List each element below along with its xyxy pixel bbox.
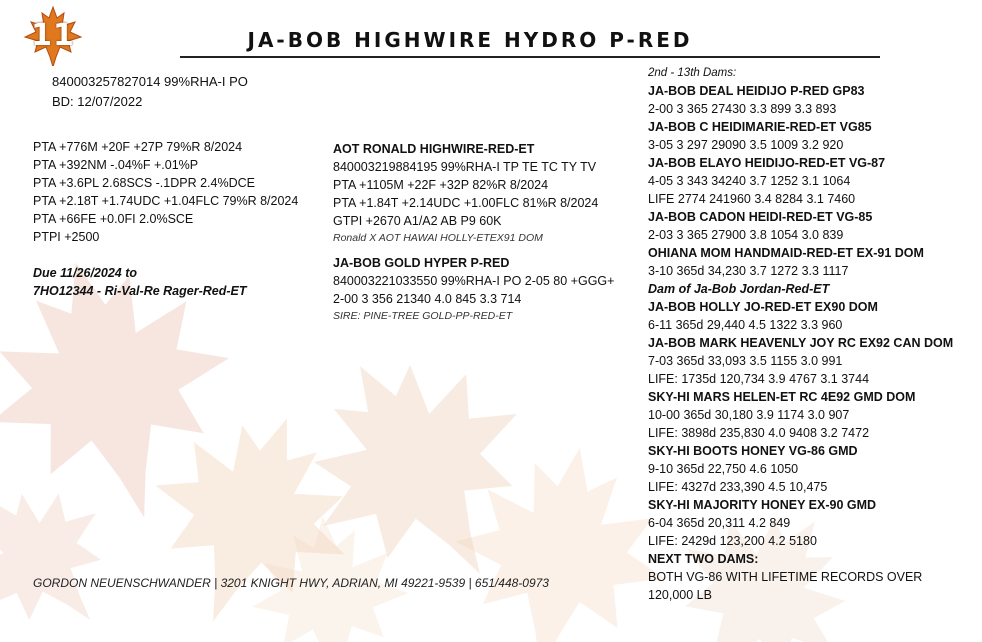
dam-sire-note: SIRE: PINE-TREE GOLD-PP-RED-ET xyxy=(333,310,513,322)
dam-entry-name: NEXT TWO DAMS: xyxy=(648,552,759,566)
dam-entry-record: BOTH VG-86 WITH LIFETIME RECORDS OVER xyxy=(648,570,923,584)
dam-entry-record: 10-00 365d 30,180 3.9 1174 3.0 907 xyxy=(648,408,850,422)
dam-entry-record: 2-00 3 365 27430 3.3 899 3.3 893 xyxy=(648,102,837,116)
animal-id-block xyxy=(52,72,248,112)
dams-header: 2nd - 13th Dams: xyxy=(648,67,737,79)
birth-date: BD: 12/07/2022 xyxy=(52,94,143,109)
dam-entry-name: SKY-HI BOOTS HONEY VG-86 GMD xyxy=(648,444,858,458)
dam-line: 2-00 3 356 21340 4.0 845 3.3 714 xyxy=(333,292,522,306)
dam-entry-record: LIFE: 3898d 235,830 4.0 9408 3.2 7472 xyxy=(648,426,870,440)
due-date: Due 11/26/2024 to xyxy=(33,266,137,280)
dam-entry-name: JA-BOB DEAL HEIDIJO P-RED GP83 xyxy=(648,84,865,98)
page-title: JA-BOB HIGHWIRE HYDRO P-RED xyxy=(247,28,693,52)
dam-entry-record: 2-03 3 365 27900 3.8 1054 3.0 839 xyxy=(648,228,844,242)
genomic-pta-block xyxy=(33,138,298,246)
dam-entry-name: JA-BOB C HEIDIMARIE-RED-ET VG85 xyxy=(648,120,872,134)
lot-number: 11 xyxy=(31,18,75,53)
sire-pedigree: Ronald X AOT HAWAI HOLLY-ETEX91 DOM xyxy=(333,232,543,244)
dam-entry-name: JA-BOB CADON HEIDI-RED-ET VG-85 xyxy=(648,210,873,224)
pta-line: PTA +392NM -.04%F +.01%P xyxy=(33,158,199,172)
pta-line: PTA +3.6PL 2.68SCS -.1DPR 2.4%DCE xyxy=(33,176,255,190)
sire-line: PTA +1.84T +2.14UDC +1.00FLC 81%R 8/2024 xyxy=(333,196,599,210)
contact-footer: GORDON NEUENSCHWANDER | 3201 KNIGHT HWY, ADRIAN, MI 49221-9539 | 651/448-0973 xyxy=(33,576,549,590)
dam-entry-record: LIFE: 4327d 233,390 4.5 10,475 xyxy=(648,480,828,494)
dam-entry-name: JA-BOB ELAYO HEIDIJO-RED-ET VG-87 xyxy=(648,156,886,170)
extended-dams-column xyxy=(648,64,953,604)
dam-entry-name: JA-BOB MARK HEAVENLY JOY RC EX92 CAN DOM xyxy=(648,336,954,350)
dam-line: 840003221033550 99%RHA-I PO 2-05 80 +GGG+ xyxy=(333,274,615,288)
service-sire: 7HO12344 - Ri-Val-Re Rager-Red-ET xyxy=(33,284,247,298)
sire-line: PTA +1105M +22F +32P 82%R 8/2024 xyxy=(333,178,549,192)
lot-badge xyxy=(14,6,92,66)
sire-line: 840003219884195 99%RHA-I TP TE TC TY TV xyxy=(333,160,597,174)
dam-entry-record: 9-10 365d 22,750 4.6 1050 xyxy=(648,462,799,476)
dam-entry-name: OHIANA MOM HANDMAID-RED-ET EX-91 DOM xyxy=(648,246,924,260)
sire-line: GTPI +2670 A1/A2 AB P9 60K xyxy=(333,214,502,228)
dam-entry-record: 120,000 LB xyxy=(648,588,712,602)
dam-entry-record: 3-05 3 297 29090 3.5 1009 3.2 920 xyxy=(648,138,844,152)
pta-line: PTA +66FE +0.0FI 2.0%SCE xyxy=(33,212,194,226)
pta-line: PTA +2.18T +1.74UDC +1.04FLC 79%R 8/2024 xyxy=(33,194,299,208)
dam-block xyxy=(333,254,614,324)
pta-line: PTA +776M +20F +27P 79%R 8/2024 xyxy=(33,140,243,154)
dam-entry-record: LIFE 2774 241960 3.4 8284 3.1 7460 xyxy=(648,192,856,206)
dam-entry-record: 6-04 365d 20,311 4.2 849 xyxy=(648,516,791,530)
dam-entry-record: 4-05 3 343 34240 3.7 1252 3.1 1064 xyxy=(648,174,851,188)
dam-entry-name: SKY-HI MAJORITY HONEY EX-90 GMD xyxy=(648,498,877,512)
pta-line: PTPI +2500 xyxy=(33,230,100,244)
dam-entry-name: Dam of Ja-Bob Jordan-Red-ET xyxy=(648,282,830,296)
dam-entry-record: LIFE: 1735d 120,734 3.9 4767 3.1 3744 xyxy=(648,372,870,386)
sire-block xyxy=(333,140,598,246)
dam-entry-record: 7-03 365d 33,093 3.5 1155 3.0 991 xyxy=(648,354,843,368)
dam-entry-record: 3-10 365d 34,230 3.7 1272 3.3 1117 xyxy=(648,264,849,278)
dam-entry-record: LIFE: 2429d 123,200 4.2 5180 xyxy=(648,534,817,548)
title-divider xyxy=(180,56,880,58)
dam-name: JA-BOB GOLD HYPER P-RED xyxy=(333,256,510,270)
due-date-block xyxy=(33,264,247,300)
dam-entry-name: JA-BOB HOLLY JO-RED-ET EX90 DOM xyxy=(648,300,878,314)
sire-name: AOT RONALD HIGHWIRE-RED-ET xyxy=(333,142,535,156)
dam-entry-record: 6-11 365d 29,440 4.5 1322 3.3 960 xyxy=(648,318,843,332)
dam-entry-name: SKY-HI MARS HELEN-ET RC 4E92 GMD DOM xyxy=(648,390,916,404)
animal-id-line: 840003257827014 99%RHA-I PO xyxy=(52,74,248,89)
